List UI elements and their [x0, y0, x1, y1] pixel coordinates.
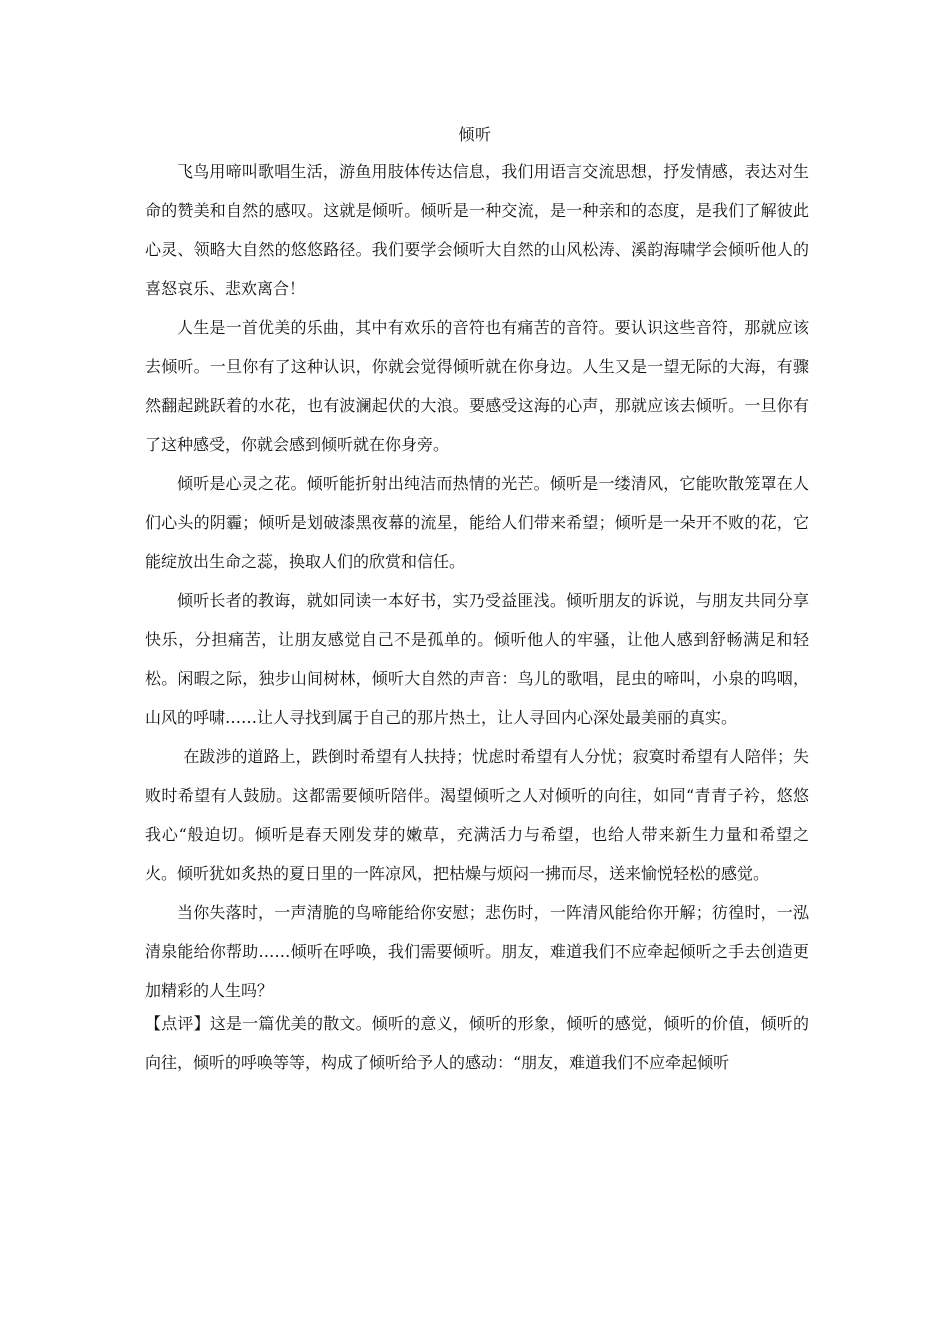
paragraph-2: 人生是一首优美的乐曲，其中有欢乐的音符也有痛苦的音符。要认识这些音符，那就应该去倾听。一旦你有了这种认识，你就会觉得倾听就在你身边。人生又是一望无际的大海，有骤然翻起跳跃着的水花，也有波澜起伏的大浪。要感受这海的心声，那就应该去倾听。一旦你有了这种感受，你就会感到倾听就在你身旁。: [145, 318, 809, 454]
comment-label: 【点评】: [145, 1014, 210, 1033]
comment-paragraph: [145, 1004, 809, 1082]
paragraph-5: 在跋涉的道路上，跌倒时希望有人扶持；忧虑时希望有人分忧；寂寞时希望有人陪伴；失败时希望有人鼓励。这都需要倾听陪伴。渴望倾听之人对倾听的向往，如同“青青子衿，悠悠我心“般迫切。倾听是春天刚发芽的嫩草，充满活力与希望，也给人带来新生力量和希望之火。倾听犹如炙热的夏日里的一阵凉风，把枯燥与烦闷一拂而尽，送来愉悦轻松的感觉。: [145, 747, 809, 883]
essay-title: 倾听: [458, 125, 492, 144]
essay-body: [145, 152, 809, 1082]
comment-text: 这是一篇优美的散文。倾听的意义，倾听的形象，倾听的感觉，倾听的价值，倾听的向往，倾听的呼唤等等，构成了倾听给予人的感动：“朋友，难道我们不应牵起倾听: [145, 1014, 809, 1072]
paragraph-6: 当你失落时，一声清脆的鸟啼能给你安慰；悲伤时，一阵清风能给你开解；彷徨时，一泓清泉能给你帮助……倾听在呼唤，我们需要倾听。朋友，难道我们不应牵起倾听之手去创造更加精彩的人生吗？: [145, 903, 809, 1000]
paragraph-4: 倾听长者的教诲，就如同读一本好书，实乃受益匪浅。倾听朋友的诉说，与朋友共同分享快乐，分担痛苦，让朋友感觉自己不是孤单的。倾听他人的牢骚，让他人感到舒畅满足和轻松。闲暇之际，独步山间树林，倾听大自然的声音：鸟儿的歌唱，昆虫的啼叫，小泉的呜咽，山风的呼啸……让人寻找到属于自己的那片热土，让人寻回内心深处最美丽的真实。: [145, 591, 809, 727]
paragraph-3: 倾听是心灵之花。倾听能折射出纯洁而热情的光芒。倾听是一缕清风，它能吹散笼罩在人们心头的阴霾；倾听是划破漆黑夜幕的流星，能给人们带来希望；倾听是一朵开不败的花，它能绽放出生命之蕊，换取人们的欣赏和信任。: [145, 474, 809, 571]
paragraph-1: 飞鸟用啼叫歌唱生活，游鱼用肢体传达信息，我们用语言交流思想，抒发情感，表达对生命的赞美和自然的感叹。这就是倾听。倾听是一种交流，是一种亲和的态度，是我们了解彼此心灵、领略大自然的悠悠路径。我们要学会倾听大自然的山风松涛、溪韵海啸学会倾听他人的喜怒哀乐、悲欢离合！: [145, 162, 809, 298]
